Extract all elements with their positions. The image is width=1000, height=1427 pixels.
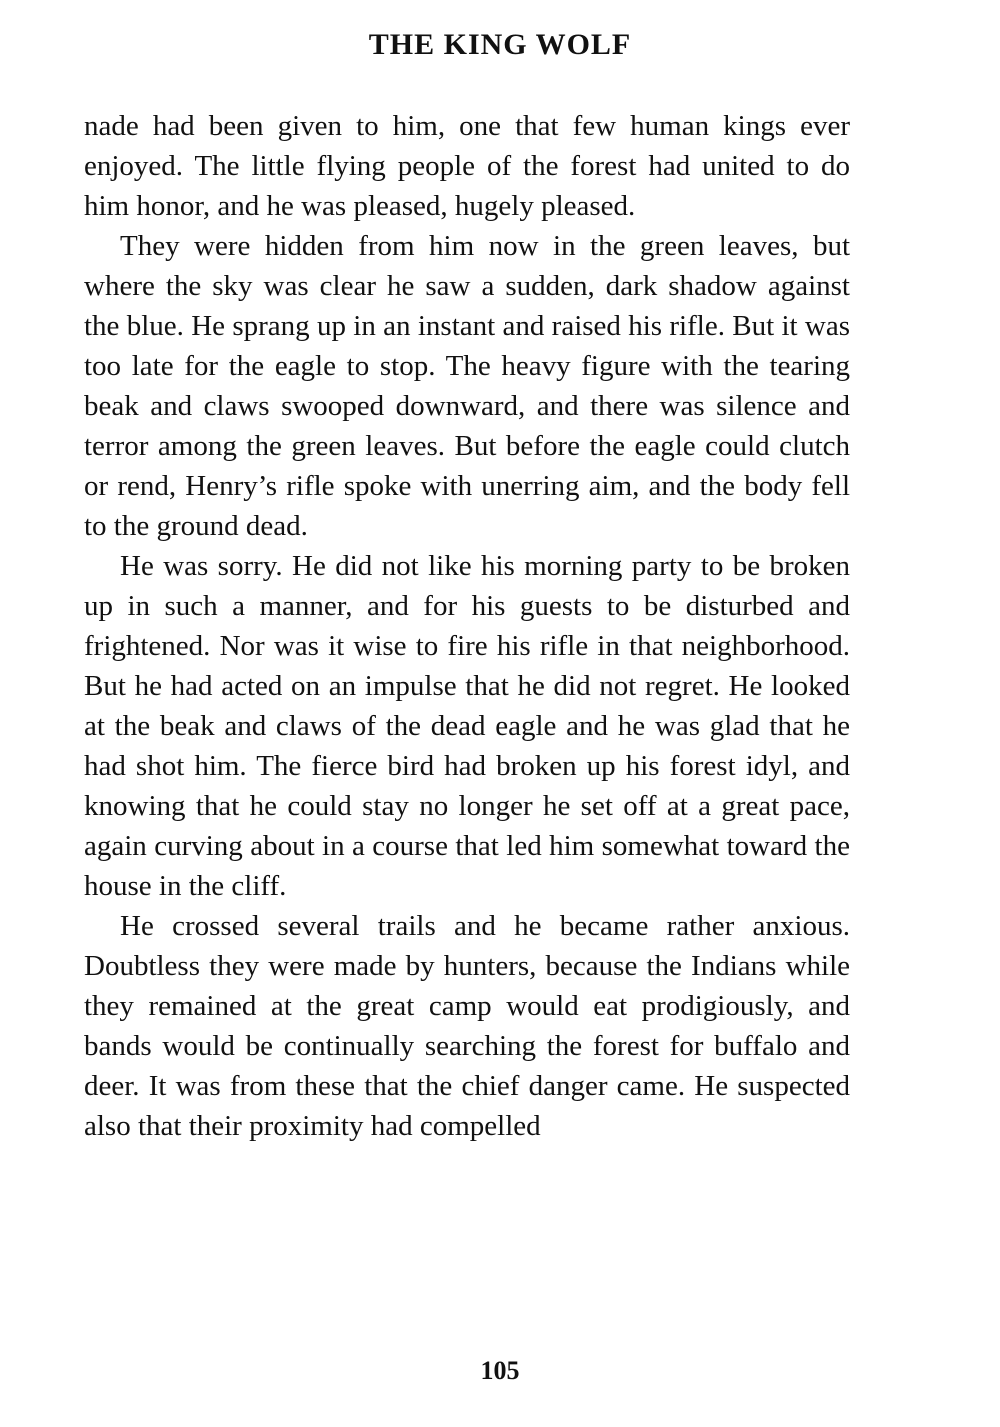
paragraph-sorry: He was sorry. He did not like his morning party to be broken up in such a manner, and for his guests to be disturbed and frightened. Nor was it wise to fire his rifle in that neighborhood. But he had acted on an impulse that he did not regret. He looked at the beak and claws of the dead eagle and he was glad that he had shot him. The fierce bird had broken up his forest idyl, and knowing that he could stay no longer he set off at a great pace, again curving about in a course that led him somewhat toward the house in the cliff. — [84, 550, 850, 902]
page-number: 105 — [480, 1356, 520, 1385]
body-text — [84, 106, 850, 1146]
paragraph-continued: nade had been given to him, one that few human kings ever enjoyed. The little flying people of the forest had united to do him honor, and he was pleased, hugely pleased. — [84, 110, 850, 222]
running-head: THE KING WOLF — [368, 28, 632, 61]
paragraph-eagle: They were hidden from him now in the green leaves, but where the sky was clear he saw a sudden, dark shadow against the blue. He sprang up in an instant and raised his rifle. But it was too late for the eagle to stop. The heavy figure with the tearing beak and claws swooped downward, and there was silence and terror among the green leaves. But before the eagle could clutch or rend, Henry’s rifle spoke with unerring aim, and the body fell to the ground dead. — [84, 230, 850, 542]
paragraph-trails: He crossed several trails and he became rather anxious. Doubtless they were made by hunters, because the Indians while they remained at the great camp would eat prodigiously, and bands would be continually searching the forest for buffalo and deer. It was from these that the chief danger came. He suspected also that their proximity had compelled — [84, 910, 850, 1142]
